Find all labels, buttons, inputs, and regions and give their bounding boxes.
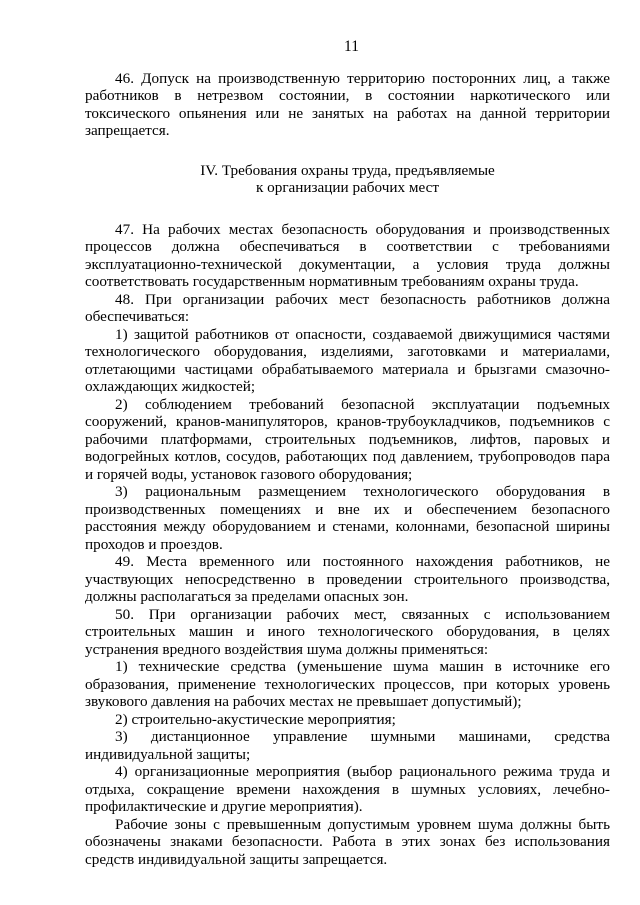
document-page [85, 38, 610, 868]
paragraph-49: 49. Места временного или постоянного нахождения работников, не участвующих непосредственно в проведении строительного производства, должны располагаться за пределами опасных зон. [85, 553, 610, 605]
page-number: 11 [344, 38, 359, 55]
paragraph-50-item-2: 2) строительно-акустические мероприятия; [115, 710, 396, 728]
paragraph-50-item-1: 1) технические средства (уменьшение шума машин в источнике его образования, применение технологических процессов, при которых уровень звукового давления на рабочих местах не превышает допустимый); [85, 658, 610, 710]
paragraph-noise-zones: Рабочие зоны с превышенным допустимым уровнем шума должны быть обозначены знаками безопасности. Работа в этих зонах без использования средств индивидуальной защиты запрещается. [85, 815, 610, 868]
paragraph-48-item-2: 2) соблюдением требований безопасной эксплуатации подъемных сооружений, кранов-манипуляторов, кранов-трубоукладчиков, подъемников с рабочими платформами, строительных подъемников, лифтов, паровых и водогрейных котлов, сосудов, работающих под давлением, трубопроводов пара и горячей воды, установок газового оборудования; [85, 395, 610, 483]
section-title [85, 162, 610, 197]
paragraph-50-item-4: 4) организационные мероприятия (выбор рационального режима труда и отдыха, сокращение времени нахождения в шумных условиях, лечебно-профилактические и другие мероприятия). [85, 763, 610, 815]
paragraph-48-item-3: 3) рациональным размещением технологического оборудования в производственных помещениях и вне их и обеспечением безопасного расстояния между оборудованием и стенами, колоннами, безопасной ширины проходов и проездов. [85, 483, 610, 553]
paragraph-46: 46. Допуск на производственную территорию посторонних лиц, а также работников в нетрезвом состоянии, в состоянии наркотического или токсического опьянения или не занятых на работах на данной территории запрещается. [85, 69, 610, 139]
paragraph-50-item-3: 3) дистанционное управление шумными машинами, средства индивидуальной защиты; [85, 728, 610, 763]
paragraph-50: 50. При организации рабочих мест, связанных с использованием строительных машин и иного технологического оборудования, в целях устранения вредного воздействия шума должны применяться: [85, 605, 610, 658]
paragraph-48-item-1: 1) защитой работников от опасности, создаваемой движущимися частями технологического оборудования, изделиями, заготовками и материалами, отлетающими частицами обрабатываемого материала и брызгами смазочно-охлаждающих жидкостей; [85, 325, 610, 395]
paragraph-47: 47. На рабочих местах безопасность оборудования и производственных процессов должна обеспечиваться в соответствии с требованиями эксплуатационно-технической документации, а условия труда должны соответствовать государственным нормативным требованиям охраны труда. [85, 220, 610, 290]
paragraph-48: 48. При организации рабочих мест безопасность работников должна обеспечиваться: [85, 290, 610, 325]
section-title-line-2: к организации рабочих мест [255, 179, 440, 196]
section-title-line-1: IV. Требования охраны труда, предъявляемые [200, 161, 495, 179]
